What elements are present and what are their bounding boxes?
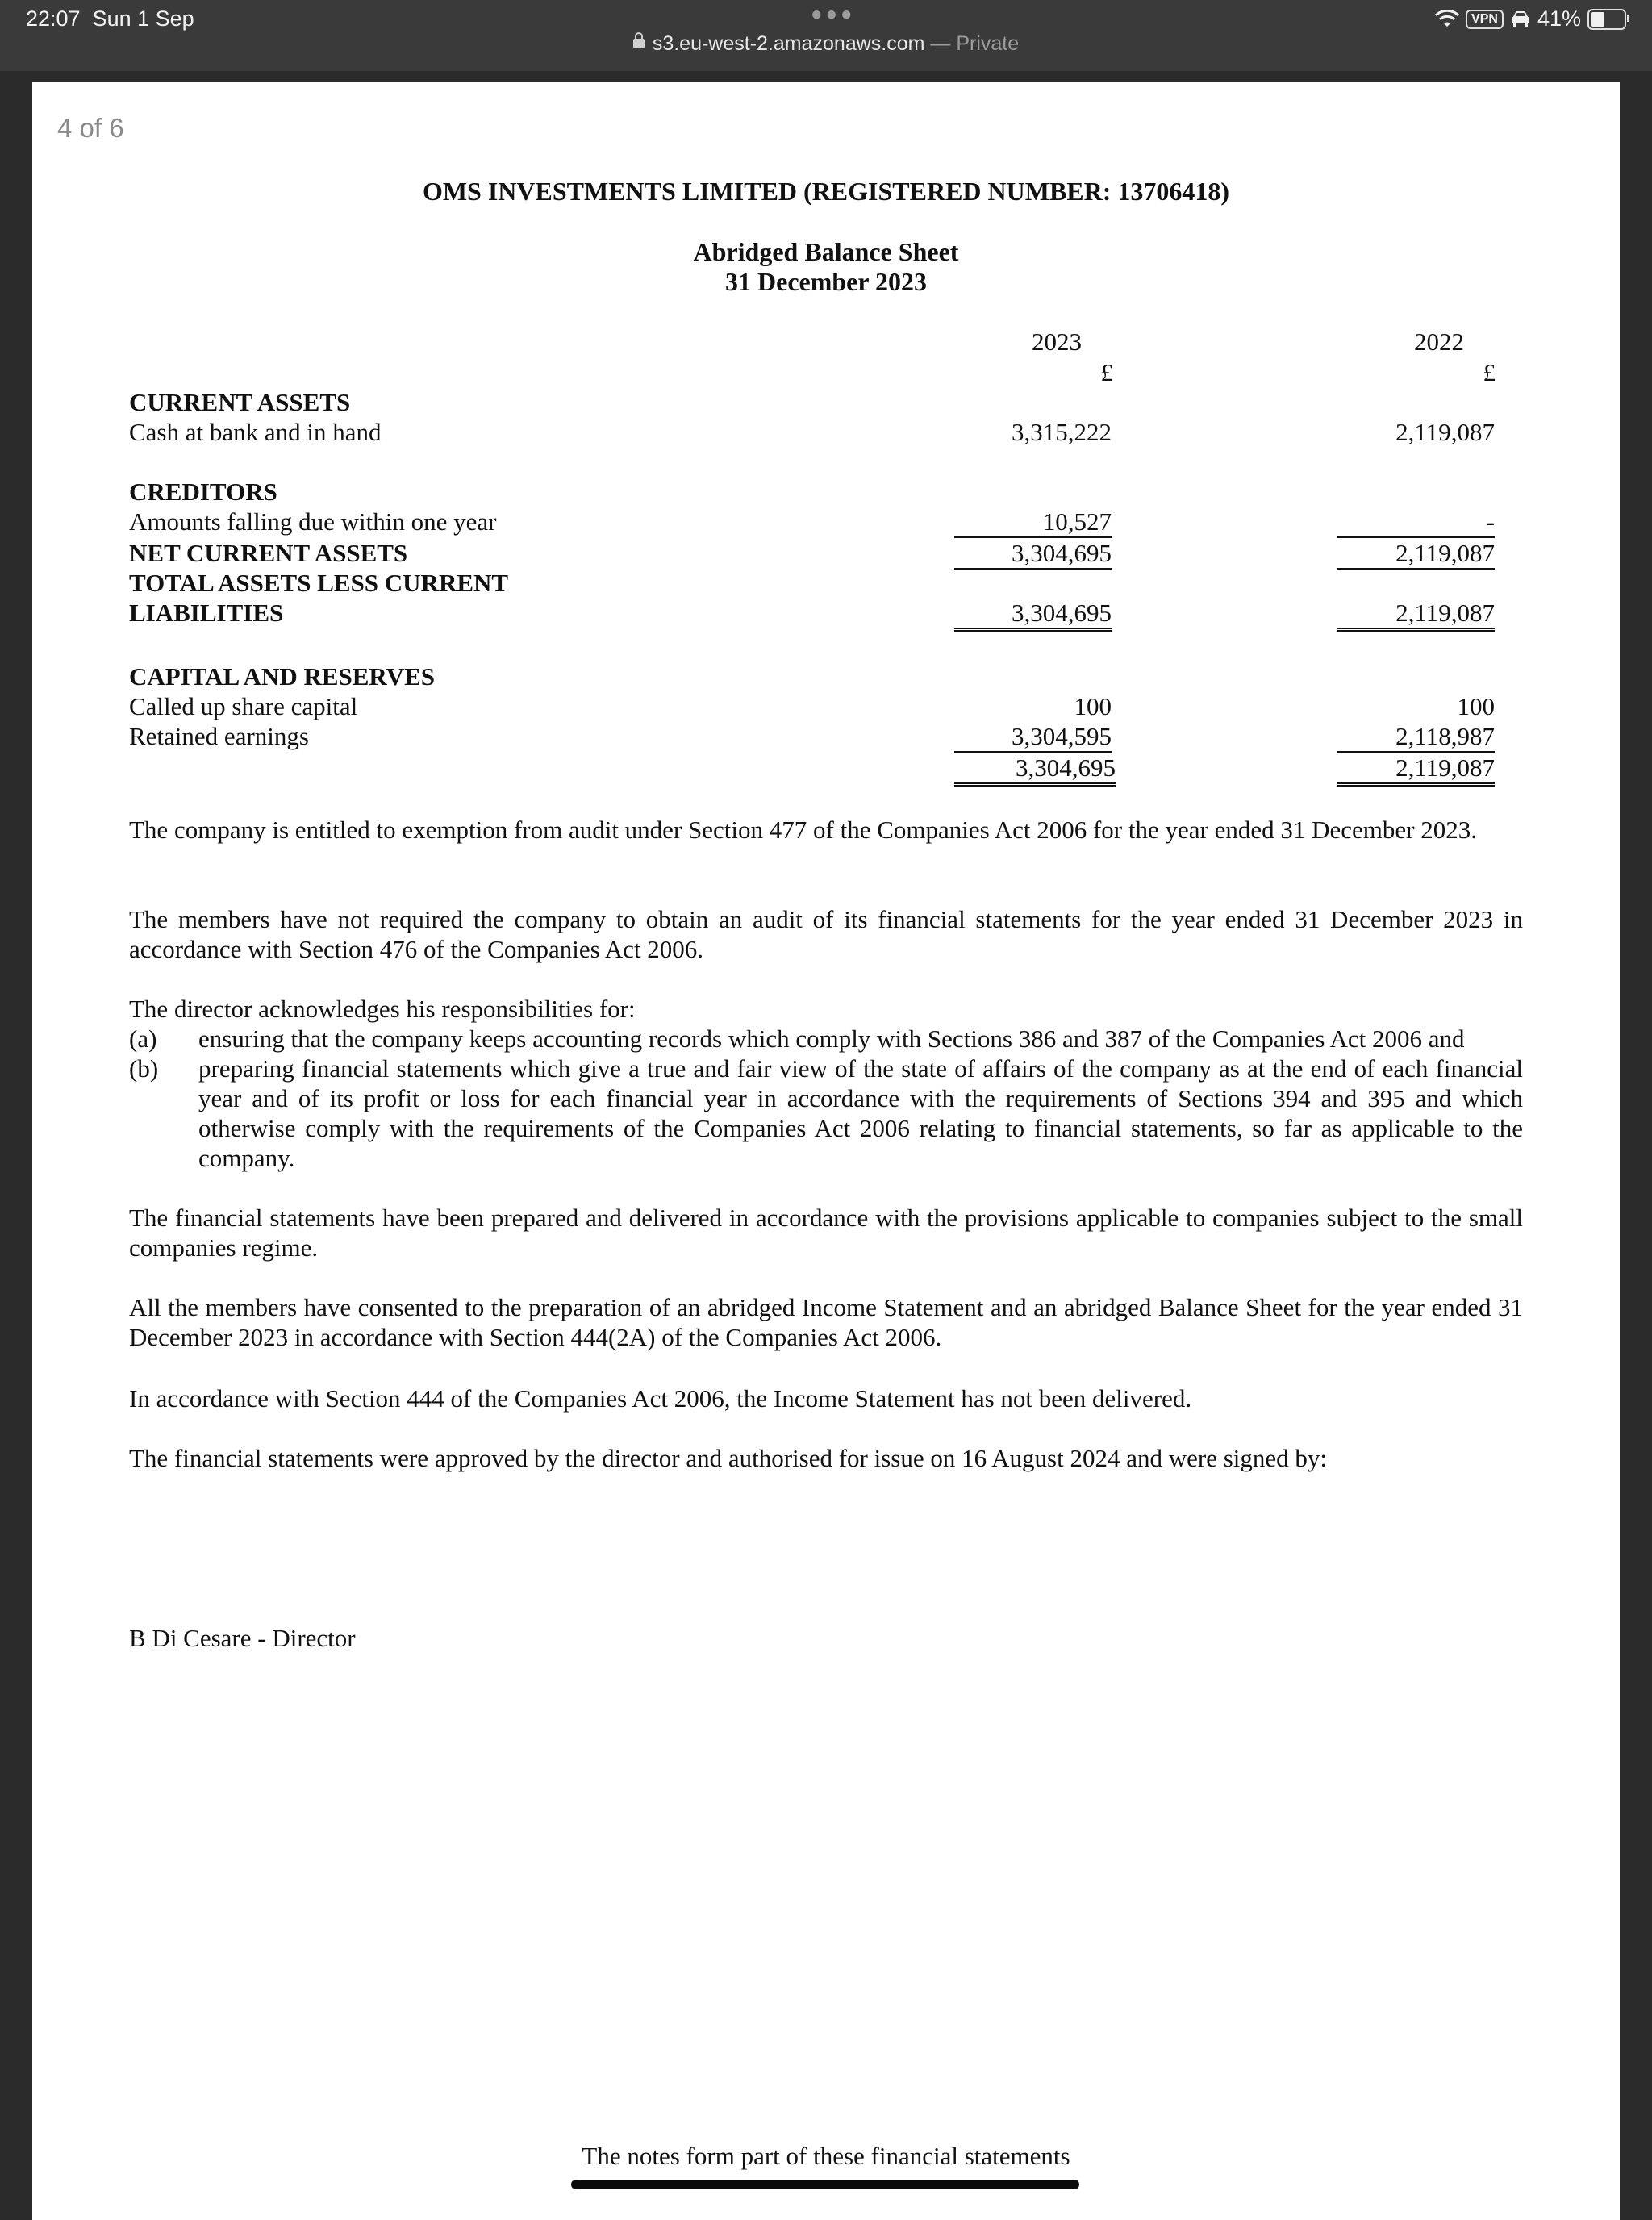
creditors-heading: CREDITORS [129, 478, 277, 506]
total-assets-2023: 3,304,695 [954, 598, 1112, 632]
home-indicator[interactable] [571, 2180, 1079, 2189]
total-assets-2022: 2,119,087 [1337, 598, 1495, 632]
total-assets-label-line1: TOTAL ASSETS LESS CURRENT [129, 569, 509, 597]
audit-not-required-paragraph: The members have not required the company to obtain an audit of its financial statements for the year ended 31 December 2023 in accordance with Section 476 of the Companies Act 2006. [129, 905, 1523, 963]
abridged-consent-paragraph: All the members have consented to the preparation of an abridged Income Statement and an abridged Balance Sheet for the year ended 31 December 2023 in accordance with Section 444(2A) of the Companies Act 2006. [129, 1293, 1523, 1351]
approval-paragraph: The financial statements were approved by the director and authorised for issue on 16 August 2024 and were signed by: [129, 1444, 1328, 1472]
battery-percent: 41% [1537, 6, 1581, 31]
page-indicator: 4 of 6 [57, 113, 124, 143]
total-equity-2023: 3,304,695 [954, 753, 1116, 787]
share-capital-label: Called up share capital [129, 692, 358, 720]
company-heading: OMS INVESTMENTS LIMITED (REGISTERED NUMBER: 13706418) [422, 177, 1230, 206]
status-date: Sun 1 Sep [92, 6, 194, 31]
status-indicators [1435, 6, 1626, 31]
item-a-marker: (a) [129, 1024, 157, 1053]
item-a-text: ensuring that the company keeps accounting records which comply with Sections 386 and 387 of the Companies Act 2006 and [198, 1024, 1465, 1053]
status-time: 22:07 [26, 6, 81, 31]
tab-dots-icon[interactable]: ●●● [811, 3, 856, 25]
sheet-date: 31 December 2023 [725, 267, 927, 296]
amounts-due-label: Amounts falling due within one year [129, 507, 497, 536]
retained-earnings-2022: 2,118,987 [1337, 721, 1495, 753]
wifi-icon [1435, 10, 1459, 28]
battery-icon [1587, 9, 1626, 30]
address-bar[interactable] [0, 32, 1652, 56]
cash-2023: 3,315,222 [1012, 418, 1112, 446]
total-assets-label-line2: LIABILITIES [129, 599, 284, 627]
amounts-due-2022: - [1337, 507, 1495, 538]
capital-reserves-heading: CAPITAL AND RESERVES [129, 662, 436, 691]
item-b-marker: (b) [129, 1054, 159, 1083]
share-capital-2022: 100 [1457, 692, 1495, 720]
column-2023: 2023 [1032, 328, 1082, 356]
item-b-text: preparing financial statements which give a true and fair view of the state of affairs of the company as at the end of each financial year and of its profit or loss for each financial year in accordance with the requirements of Sections 394 and 395 and which otherwise comply with the requirements of the Companies Act 2006 relating to financial statements, so far as applicable to the company. [198, 1054, 1523, 1172]
signatory: B Di Cesare - Director [129, 1624, 356, 1652]
income-statement-paragraph: In accordance with Section 444 of the Companies Act 2006, the Income Statement has not been delivered. [129, 1384, 1192, 1413]
page-footer: The notes form part of these financial statements [582, 2142, 1070, 2170]
net-current-assets-2023: 3,304,695 [954, 538, 1112, 570]
status-time-date [26, 6, 194, 31]
currency-2022: £ [1483, 358, 1496, 386]
audit-exemption-paragraph: The company is entitled to exemption from audit under Section 477 of the Companies Act 2006 for the year ended 31 December 2023. [129, 816, 1477, 844]
total-equity-2022: 2,119,087 [1337, 753, 1495, 787]
net-current-assets-label: NET CURRENT ASSETS [129, 539, 408, 567]
share-capital-2023: 100 [1074, 692, 1112, 720]
net-current-assets-2022: 2,119,087 [1337, 538, 1495, 570]
car-icon [1510, 10, 1531, 28]
currency-2023: £ [1100, 358, 1113, 386]
status-bar [0, 0, 1652, 71]
lock-icon [633, 39, 645, 48]
cash-2022: 2,119,087 [1395, 418, 1495, 446]
director-responsibilities-paragraph: The director acknowledges his responsibilities for: [129, 995, 636, 1023]
amounts-due-2023: 10,527 [954, 507, 1112, 538]
retained-earnings-2023: 3,304,595 [954, 721, 1112, 753]
column-2022: 2022 [1414, 328, 1464, 356]
current-assets-heading: CURRENT ASSETS [129, 388, 351, 416]
vpn-badge: VPN [1466, 10, 1504, 29]
url-text: s3.eu-west-2.amazonaws.com [652, 32, 925, 55]
cash-label: Cash at bank and in hand [129, 418, 382, 446]
sheet-title: Abridged Balance Sheet [693, 237, 959, 266]
small-companies-paragraph: The financial statements have been prepared and delivered in accordance with the provisions applicable to companies subject to the small companies regime. [129, 1204, 1523, 1262]
private-label: — Private [930, 32, 1020, 55]
retained-earnings-label: Retained earnings [129, 722, 309, 750]
